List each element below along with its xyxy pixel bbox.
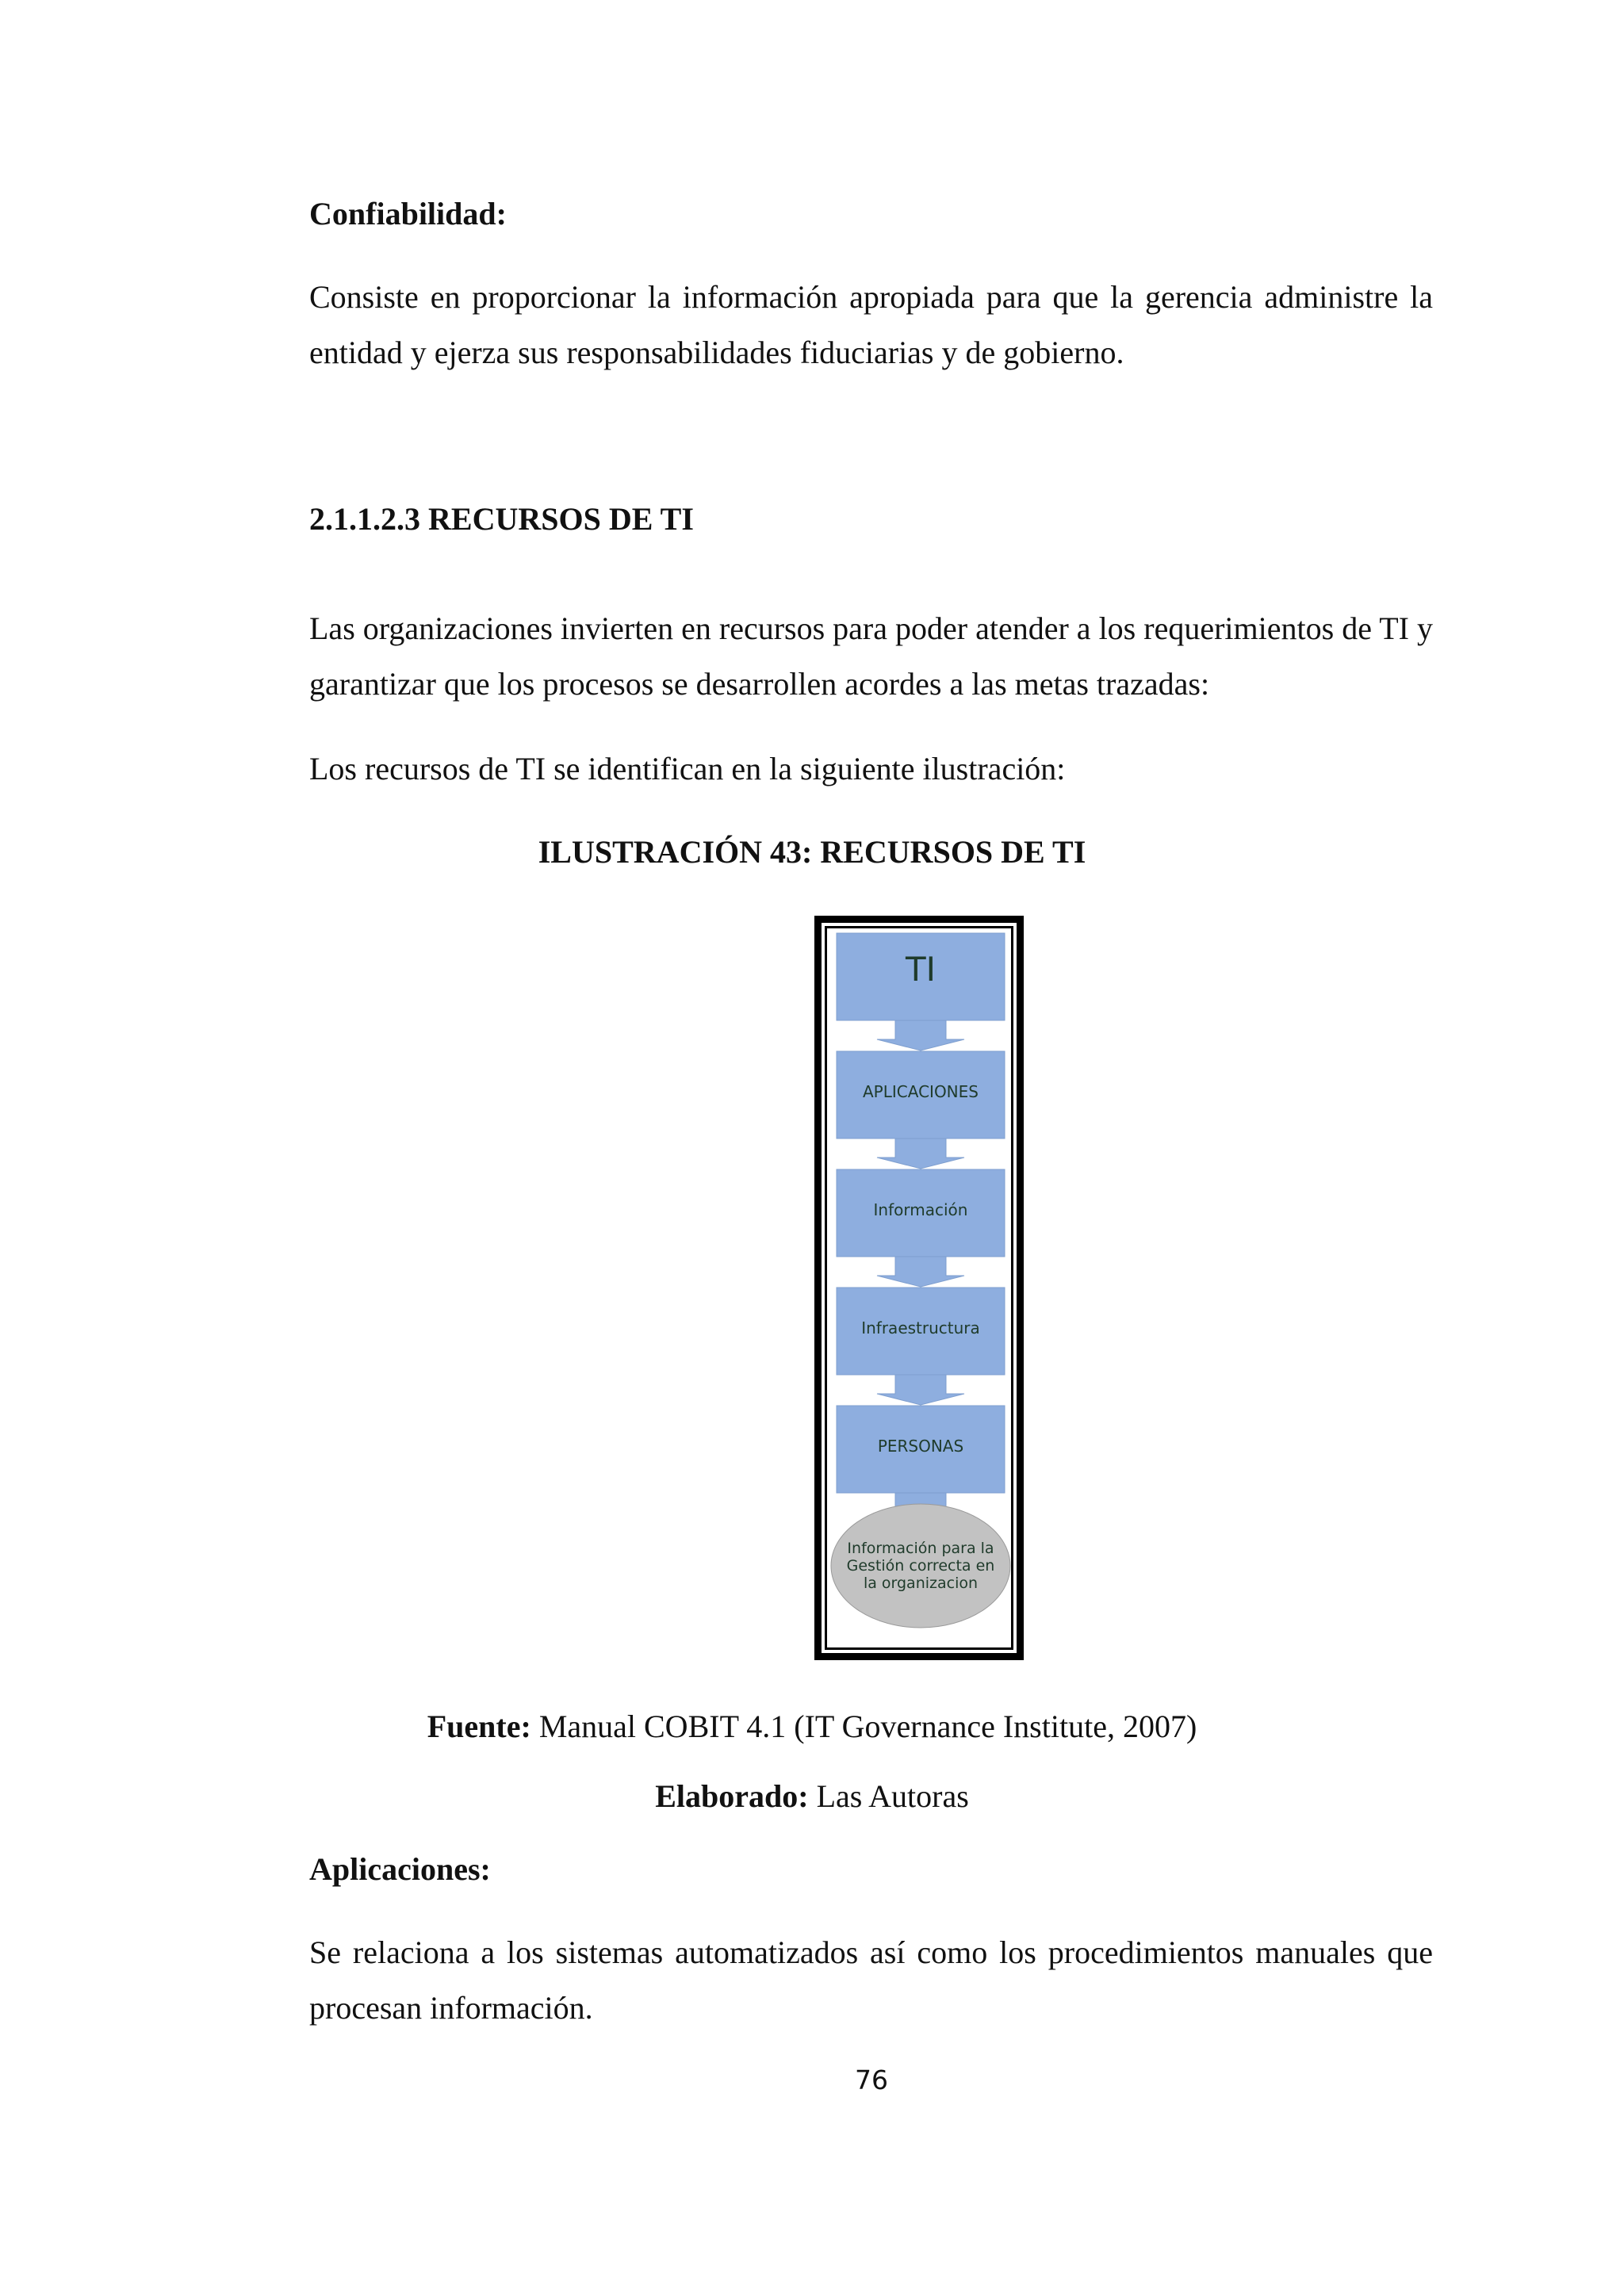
paragraph-recursos-ilustracion: Los recursos de TI se identifican en la siguiente ilustración: (309, 751, 1066, 786)
flow-box-label: PERSONAS (877, 1437, 964, 1456)
flow-arrow (877, 1375, 964, 1405)
flow-result-line: Gestión correcta en (846, 1557, 995, 1575)
page-number: 76 (855, 2064, 888, 2095)
figure-recursos-ti (814, 916, 1024, 1660)
paragraph-aplicaciones: Se relaciona a los sistemas automatizados así como los procedimientos manuales que procesan información. (309, 1934, 1433, 2026)
flow-box-label: Infraestructura (861, 1318, 980, 1337)
paragraph-confiabilidad: Consiste en proporcionar la información apropiada para que la gerencia administre la entidad y ejerza sus responsabilidades fiduciarias y de gobierno. (309, 279, 1433, 370)
figure-source (0, 1699, 1624, 1755)
source-text: Manual COBIT 4.1 (IT Governance Institute, 2007) (530, 1709, 1197, 1744)
flow-box-label: TI (905, 950, 936, 989)
figure-elaborated (0, 1769, 1624, 1824)
elaborated-text: Las Autoras (808, 1778, 969, 1814)
flow-diagram (822, 923, 1017, 1653)
source-label: Fuente: (427, 1709, 531, 1744)
flow-box-label: Información (873, 1200, 968, 1219)
flow-arrow (877, 1020, 964, 1050)
elaborated-label: Elaborado: (655, 1778, 809, 1814)
flow-arrow (877, 1138, 964, 1169)
flow-arrow (877, 1257, 964, 1287)
flow-result-line: la organizacion (863, 1575, 979, 1592)
figure-caption: ILUSTRACIÓN 43: RECURSOS DE TI (538, 834, 1086, 870)
section-heading-recursos: 2.1.1.2.3 RECURSOS DE TI (309, 501, 694, 537)
paragraph-recursos-intro: Las organizaciones invierten en recursos para poder atender a los requerimientos de TI y garantizar que los procesos se desarrollen acordes a las metas trazadas: (309, 610, 1433, 702)
section-title-confiabilidad: Confiabilidad: (309, 196, 507, 232)
flow-box-label: APLICACIONES (863, 1082, 979, 1101)
section-title-aplicaciones: Aplicaciones: (309, 1851, 491, 1887)
flow-result-line: Información para la (847, 1540, 994, 1557)
